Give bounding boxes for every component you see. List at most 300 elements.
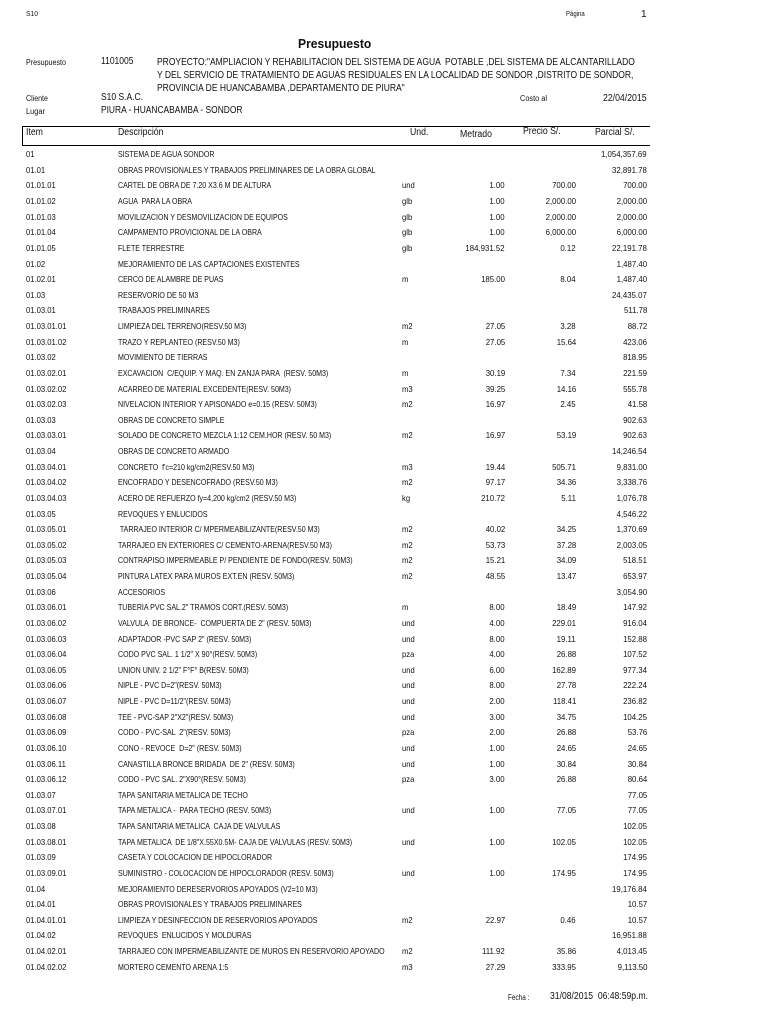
cell-item-code: 01.01.03 (26, 211, 56, 222)
cell-unit: m3 (402, 461, 413, 472)
cell-item-code: 01.03.01.02 (26, 336, 67, 347)
budget-line-row (0, 960, 768, 976)
cell-quantity: 40.02 (485, 524, 505, 535)
cell-partial-amount: 1,076.78 (616, 492, 647, 503)
cell-description: TEE - PVC-SAP 2"X2"(RESV. 50M3) (118, 711, 234, 722)
cell-item-code: 01.03.07 (26, 789, 56, 800)
cell-partial-amount: 6,000.00 (616, 227, 647, 238)
cell-partial-amount: 104.25 (623, 711, 647, 722)
budget-line-row (0, 553, 768, 569)
cell-description: MEJORAMIENTO DE LAS CAPTACIONES EXISTENTES (118, 258, 300, 269)
page-label: Página (566, 9, 585, 18)
cell-item-code: 01.03.06.12 (26, 774, 67, 785)
cell-item-code: 01.03.06.03 (26, 633, 67, 644)
cell-quantity: 1.00 (489, 180, 505, 191)
cell-partial-amount: 555.78 (623, 383, 647, 394)
cell-unit: m3 (402, 961, 413, 972)
cell-unit: und (402, 617, 415, 628)
cell-description: AGUA PARA LA OBRA (118, 196, 192, 207)
cell-description: TAPA SANITARIA METALICA CAJA DE VALVULAS (118, 821, 281, 832)
budget-line-row (0, 178, 768, 194)
cell-description: SUMINISTRO - COLOCACION DE HIPOCLORADOR (RESV. 50M3) (118, 867, 334, 878)
cell-unit: m2 (402, 477, 413, 488)
budget-line-row (0, 616, 768, 632)
cell-unit: pza (402, 649, 415, 660)
cell-partial-amount: 9,113.50 (617, 961, 647, 972)
cell-quantity: 15.21 (485, 555, 505, 566)
budget-line-row (0, 694, 768, 710)
cell-unit-price: 2.45 (560, 399, 576, 410)
cell-unit-price: 34.25 (556, 524, 576, 535)
cell-unit: und (402, 836, 415, 847)
cell-quantity: 16.97 (485, 399, 505, 410)
cell-quantity: 4.00 (489, 649, 505, 660)
cell-description: RESERVORIO DE 50 M3 (118, 289, 199, 300)
budget-group-row (0, 413, 768, 429)
budget-line-row (0, 725, 768, 741)
cell-partial-amount: 102.05 (623, 836, 647, 847)
cell-unit-price: 15.64 (556, 336, 576, 347)
budget-line-row (0, 210, 768, 226)
cell-partial-amount: 102.05 (623, 821, 647, 832)
cell-item-code: 01.03.02.02 (26, 383, 67, 394)
cell-description: MOVILIZACION Y DESMOVILIZACION DE EQUIPOS (118, 211, 288, 222)
cell-item-code: 01.03.06.10 (26, 742, 67, 753)
cell-partial-amount: 174.95 (623, 867, 647, 878)
cell-item-code: 01.02 (26, 258, 46, 269)
cell-partial-amount: 3,054.90 (616, 586, 647, 597)
cell-item-code: 01.03.02.01 (26, 367, 67, 378)
cell-unit-price: 53.19 (556, 430, 576, 441)
cell-description: CAMPAMENTO PROVICIONAL DE LA OBRA (118, 227, 262, 238)
budget-line-row (0, 600, 768, 616)
cell-quantity: 8.00 (489, 633, 505, 644)
cell-unit-price: 700.00 (552, 180, 576, 191)
cell-quantity: 97.17 (485, 477, 505, 488)
cell-unit-price: 35.86 (556, 946, 576, 957)
cell-description: LIMPIEZA Y DESINFECCION DE RESERVORIOS APOYADOS (118, 914, 318, 925)
cell-item-code: 01.03.02 (26, 352, 56, 363)
cell-partial-amount: 32,891.78 (612, 164, 647, 175)
budget-group-row (0, 350, 768, 366)
cell-quantity: 8.00 (489, 680, 505, 691)
cell-description: TAPA METALICA DE 1/8"X.55X0.5M- CAJA DE VALVULAS (RESV. 50M3) (118, 836, 353, 847)
cell-partial-amount: 511.78 (623, 305, 647, 316)
cell-item-code: 01.03.05.04 (26, 571, 67, 582)
cell-item-code: 01.01 (26, 164, 46, 175)
cell-item-code: 01.01.04 (26, 227, 56, 238)
cell-unit-price: 77.05 (556, 805, 576, 816)
cell-partial-amount: 22,191.78 (612, 242, 647, 253)
budget-line-row (0, 663, 768, 679)
cell-item-code: 01.01.01 (26, 180, 56, 191)
cell-unit-price: 34.09 (556, 555, 576, 566)
budget-line-row (0, 397, 768, 413)
cell-item-code: 01.03.05.01 (26, 524, 67, 535)
cell-unit: und (402, 633, 415, 644)
report-title: Presupuesto (298, 36, 372, 51)
cell-partial-amount: 14,246.54 (612, 446, 647, 457)
budget-group-row (0, 928, 768, 944)
cell-unit: und (402, 711, 415, 722)
cost-date: 22/04/2015 (603, 93, 647, 104)
cell-partial-amount: 174.95 (623, 852, 647, 863)
cell-quantity: 53.73 (485, 539, 505, 550)
cell-unit: und (402, 696, 415, 707)
cell-unit: und (402, 742, 415, 753)
cell-item-code: 01.03.08.01 (26, 836, 67, 847)
cell-unit: pza (402, 774, 415, 785)
cell-partial-amount: 107.52 (623, 649, 647, 660)
budget-line-row (0, 647, 768, 663)
footer-date-label: Fecha : (508, 993, 530, 1002)
budget-group-row (0, 897, 768, 913)
cell-partial-amount: 653.97 (623, 571, 647, 582)
cell-item-code: 01.03.05 (26, 508, 56, 519)
cell-partial-amount: 9,831.00 (616, 461, 647, 472)
cell-item-code: 01.04.02 (26, 930, 56, 941)
cell-partial-amount: 2,000.00 (616, 196, 647, 207)
cell-partial-amount: 30.84 (627, 758, 647, 769)
budget-group-row (0, 585, 768, 601)
cell-item-code: 01.03 (26, 289, 46, 300)
cell-quantity: 8.00 (489, 602, 505, 613)
cell-unit-price: 174.95 (552, 867, 576, 878)
cell-quantity: 27.29 (485, 961, 505, 972)
cell-unit: m2 (402, 946, 413, 957)
budget-group-row (0, 788, 768, 804)
cell-partial-amount: 423.06 (623, 336, 647, 347)
cell-quantity: 1.00 (489, 867, 505, 878)
cell-description: NIVELACION INTERIOR Y APISONADO e=0.15 (RESV. 50M3) (118, 399, 317, 410)
cell-item-code: 01.03.03 (26, 414, 56, 425)
cell-item-code: 01.03.06.09 (26, 727, 67, 738)
cell-description: NIPLE - PVC D=11/2"(RESV. 50M3) (118, 696, 231, 707)
cost-date-label: Costo al (520, 93, 548, 103)
cell-quantity: 1.00 (489, 836, 505, 847)
cell-unit-price: 34.75 (556, 711, 576, 722)
cell-unit-price: 18.49 (556, 602, 576, 613)
cell-description: TRAZO Y REPLANTEO (RESV.50 M3) (118, 336, 240, 347)
budget-group-row (0, 303, 768, 319)
cell-quantity: 4.00 (489, 617, 505, 628)
cell-item-code: 01.03.06.11 (26, 758, 66, 769)
place-label: Lugar (26, 106, 46, 116)
budget-group-row (0, 147, 768, 163)
cell-partial-amount: 80.64 (627, 774, 647, 785)
cell-quantity: 1.00 (489, 805, 505, 816)
column-header-price: Precio S/. (523, 126, 561, 137)
cell-item-code: 01.03.03.01 (26, 430, 67, 441)
cell-unit: m2 (402, 539, 413, 550)
column-header-unit: Und. (410, 127, 429, 138)
cell-item-code: 01.01.02 (26, 196, 56, 207)
cell-partial-amount: 24,435.07 (612, 289, 647, 300)
cell-item-code: 01.03.08 (26, 821, 56, 832)
cell-partial-amount: 16,951.88 (612, 930, 647, 941)
cell-item-code: 01.04.01 (26, 899, 56, 910)
cell-quantity: 3.00 (489, 711, 505, 722)
cell-item-code: 01.04.01.01 (26, 914, 67, 925)
cell-partial-amount: 518.51 (623, 555, 647, 566)
budget-line-row (0, 944, 768, 960)
cell-unit-price: 8.04 (560, 274, 576, 285)
cell-unit: m2 (402, 555, 413, 566)
cell-unit-price: 102.05 (552, 836, 576, 847)
cell-quantity: 2.00 (489, 696, 505, 707)
cell-partial-amount: 2,000.00 (616, 211, 647, 222)
budget-line-row (0, 491, 768, 507)
cell-partial-amount: 4,546.22 (616, 508, 647, 519)
cell-partial-amount: 1,487.40 (616, 274, 647, 285)
cell-unit-price: 229.01 (552, 617, 576, 628)
cell-partial-amount: 41.58 (627, 399, 647, 410)
cell-partial-amount: 902.63 (623, 430, 647, 441)
cell-description: CODO PVC SAL. 1 1/2" X 90°(RESV. 50M3) (118, 649, 258, 660)
cell-quantity: 48.55 (485, 571, 505, 582)
budget-group-row (0, 257, 768, 273)
cell-item-code: 01.03.06.07 (26, 696, 67, 707)
cell-description: SISTEMA DE AGUA SONDOR (118, 149, 215, 160)
cell-partial-amount: 77.05 (627, 789, 647, 800)
cell-description: REVOQUES Y ENLUCIDOS (118, 508, 208, 519)
cell-description: MORTERO CEMENTO ARENA 1:5 (118, 961, 229, 972)
cell-quantity: 1.00 (489, 742, 505, 753)
cell-unit-price: 7.34 (560, 367, 576, 378)
project-line-1: PROYECTO:"AMPLIACION Y REHABILITACION DEL SISTEMA DE AGUA POTABLE ,DEL SISTEMA DE ALCANTARILLADO (157, 55, 635, 68)
cell-description: REVOQUES ENLUCIDOS Y MOLDURAS (118, 930, 252, 941)
cell-unit-price: 26.88 (556, 649, 576, 660)
cell-unit: m3 (402, 383, 413, 394)
cell-unit-price: 2,000.00 (545, 211, 576, 222)
cell-unit: kg (402, 492, 411, 503)
budget-line-row (0, 538, 768, 554)
cell-partial-amount: 818.95 (623, 352, 647, 363)
cell-description: CASETA Y COLOCACION DE HIPOCLORADOR (118, 852, 273, 863)
cell-partial-amount: 19,176.84 (612, 883, 647, 894)
cell-unit: m (402, 336, 409, 347)
cell-partial-amount: 977.34 (623, 664, 647, 675)
cell-description: CONO - REVOCE D=2" (RESV. 50M3) (118, 742, 242, 753)
cell-unit: glb (402, 242, 413, 253)
cell-quantity: 1.00 (489, 196, 505, 207)
cell-unit: glb (402, 227, 413, 238)
page-number: 1 (641, 9, 647, 20)
cell-partial-amount: 2,003.05 (616, 539, 647, 550)
cell-item-code: 01.03.01.01 (26, 321, 67, 332)
cell-partial-amount: 10.57 (627, 899, 647, 910)
budget-group-row (0, 850, 768, 866)
cell-unit: m2 (402, 399, 413, 410)
budget-line-row (0, 741, 768, 757)
cell-description: CONTRAPISO IMPERMEABLE P/ PENDIENTE DE FONDO(RESV. 50M3) (118, 555, 353, 566)
cell-description: FLETE TERRESTRE (118, 242, 185, 253)
budget-line-row (0, 866, 768, 882)
cell-description: VALVULA DE BRONCE- COMPUERTA DE 2" (RESV. 50M3) (118, 617, 312, 628)
cell-unit-price: 13.47 (556, 571, 576, 582)
cell-unit-price: 27.78 (556, 680, 576, 691)
cell-quantity: 27.05 (485, 336, 505, 347)
cell-unit-price: 2,000.00 (545, 196, 576, 207)
cell-item-code: 01.03.04 (26, 446, 56, 457)
cell-partial-amount: 53.76 (627, 727, 647, 738)
cell-description: ACCESORIOS (118, 586, 166, 597)
budget-line-row (0, 382, 768, 398)
cell-unit-price: 24.65 (556, 742, 576, 753)
cell-description: ACERO DE REFUERZO fy=4,200 kg/cm2 (RESV.50 M3) (118, 492, 297, 503)
budget-line-row (0, 335, 768, 351)
cell-unit: m2 (402, 914, 413, 925)
cell-quantity: 210.72 (481, 492, 505, 503)
budget-line-row (0, 913, 768, 929)
cell-unit-price: 118.41 (552, 696, 576, 707)
cell-description: CERCO DE ALAMBRE DE PUAS (118, 274, 224, 285)
cell-partial-amount: 77.05 (627, 805, 647, 816)
cell-item-code: 01.03.06.08 (26, 711, 67, 722)
budget-group-row (0, 882, 768, 898)
cell-unit: glb (402, 196, 413, 207)
client-label: Cliente (26, 93, 48, 103)
column-header-description: Descripción (118, 127, 164, 138)
cell-unit: und (402, 805, 415, 816)
footer-datetime: 31/08/2015 06:48:59p.m. (550, 991, 649, 1002)
cell-item-code: 01.03.04.03 (26, 492, 67, 503)
cell-quantity: 6.00 (489, 664, 505, 675)
budget-group-row (0, 819, 768, 835)
cell-unit: m (402, 367, 409, 378)
cell-quantity: 27.05 (485, 321, 505, 332)
cell-unit: m2 (402, 430, 413, 441)
budget-code: 1101005 (101, 56, 134, 67)
cell-quantity: 1.00 (489, 758, 505, 769)
cell-item-code: 01.04.02.01 (26, 946, 67, 957)
cell-description: OBRAS DE CONCRETO ARMADO (118, 446, 230, 457)
cell-description: TUBERIA PVC SAL.2" TRAMOS CORT.(RESV. 50M3) (118, 602, 289, 613)
cell-description: CODO - PVC SAL. 2"X90°(RESV. 50M3) (118, 774, 246, 785)
budget-line-row (0, 460, 768, 476)
cell-quantity: 1.00 (489, 211, 505, 222)
budget-line-row (0, 241, 768, 257)
cell-unit: m2 (402, 321, 413, 332)
budget-line-row (0, 757, 768, 773)
cell-quantity: 185.00 (481, 274, 505, 285)
budget-group-row (0, 288, 768, 304)
cell-description: OBRAS PROVISIONALES Y TRABAJOS PRELIMINARES (118, 899, 302, 910)
cell-unit-price: 5.11 (561, 492, 576, 503)
cell-description: ADAPTADOR -PVC SAP 2" (RESV. 50M3) (118, 633, 252, 644)
column-header-quantity: Metrado (460, 129, 492, 140)
cell-unit: und (402, 680, 415, 691)
cell-quantity: 111.92 (482, 946, 505, 957)
cell-description: OBRAS PROVISIONALES Y TRABAJOS PRELIMINARES DE LA OBRA GLOBAL (118, 164, 376, 175)
cell-unit: und (402, 180, 415, 191)
budget-line-row (0, 678, 768, 694)
cell-partial-amount: 916.04 (623, 617, 647, 628)
cell-unit: m2 (402, 524, 413, 535)
cell-quantity: 19.44 (485, 461, 505, 472)
cell-description: TARRAJEO EN EXTERIORES C/ CEMENTO-ARENA(RESV.50 M3) (118, 539, 332, 550)
cell-partial-amount: 147.92 (623, 602, 647, 613)
budget-group-row (0, 444, 768, 460)
budget-line-row (0, 272, 768, 288)
cell-unit: und (402, 867, 415, 878)
cell-unit-price: 14.16 (556, 383, 576, 394)
cell-partial-amount: 24.65 (627, 742, 647, 753)
project-line-3: PROVINCIA DE HUANCABAMBA ,DEPARTAMENTO DE PIURA" (157, 81, 405, 94)
cell-partial-amount: 1,370.69 (616, 524, 647, 535)
cell-item-code: 01.03.06.04 (26, 649, 67, 660)
cell-unit-price: 333.95 (552, 961, 576, 972)
cell-quantity: 184,931.52 (465, 242, 505, 253)
cell-partial-amount: 222.24 (623, 680, 647, 691)
cell-description: TARRAJEO INTERIOR C/ MPERMEABILIZANTE(RESV.50 M3) (118, 524, 320, 535)
project-line-2: Y DEL SERVICIO DE TRATAMIENTO DE AGUAS RESIDUALES EN LA LOCALIDAD DE SONDOR ,DISTRITO DE SONDOR, (157, 68, 634, 81)
cell-item-code: 01.01.05 (26, 242, 56, 253)
cell-partial-amount: 3,338.76 (616, 477, 647, 488)
cell-unit: und (402, 758, 415, 769)
cell-quantity: 2.00 (489, 727, 505, 738)
cell-partial-amount: 88.72 (627, 321, 647, 332)
cell-item-code: 01.03.06.06 (26, 680, 67, 691)
cell-partial-amount: 10.57 (627, 914, 647, 925)
cell-item-code: 01 (26, 149, 35, 160)
cell-item-code: 01.04.02.02 (26, 961, 67, 972)
cell-description: PINTURA LATEX PARA MUROS EXT.EN (RESV. 50M3) (118, 571, 295, 582)
cell-item-code: 01.03.02.03 (26, 399, 67, 410)
cell-unit-price: 3.28 (560, 321, 576, 332)
cell-item-code: 01.03.04.01 (26, 461, 67, 472)
cell-description: UNION UNIV. 2 1/2" F°F° B(RESV. 50M3) (118, 664, 249, 675)
cell-partial-amount: 4,013.45 (616, 946, 647, 957)
cell-unit-price: 162.89 (552, 664, 576, 675)
cell-quantity: 22.97 (485, 914, 505, 925)
cell-unit: m (402, 274, 409, 285)
cell-quantity: 30.19 (485, 367, 505, 378)
cell-unit: m (402, 602, 409, 613)
cell-description: ENCOFRADO Y DESENCOFRADO (RESV.50 M3) (118, 477, 278, 488)
cell-description: ACARREO DE MATERIAL EXCEDENTE(RESV. 50M3) (118, 383, 292, 394)
cell-partial-amount: 221.59 (623, 367, 647, 378)
budget-line-row (0, 772, 768, 788)
cell-item-code: 01.03.06.01 (26, 602, 67, 613)
cell-unit-price: 37.28 (556, 539, 576, 550)
cell-item-code: 01.03.05.02 (26, 539, 67, 550)
cell-partial-amount: 1,054,357.69 (601, 149, 647, 160)
cell-description: EXCAVACION C/EQUIP. Y MAQ. EN ZANJA PARA (RESV. 50M3) (118, 367, 329, 378)
cell-partial-amount: 152.88 (623, 633, 647, 644)
client-name: S10 S.A.C. (101, 92, 144, 103)
cell-unit-price: 0.12 (560, 242, 576, 253)
budget-line-row (0, 366, 768, 382)
cell-description: TAPA SANITARIA METALICA DE TECHO (118, 789, 248, 800)
cell-quantity: 3.00 (489, 774, 505, 785)
cell-item-code: 01.03.06.05 (26, 664, 67, 675)
cell-description: CANASTILLA BRONCE BRIDADA DE 2" (RESV. 50M3) (118, 758, 295, 769)
cell-description: MOVIMIENTO DE TIERRAS (118, 352, 208, 363)
cell-item-code: 01.03.07.01 (26, 805, 67, 816)
cell-partial-amount: 700.00 (623, 180, 647, 191)
budget-line-row (0, 632, 768, 648)
budget-line-row (0, 522, 768, 538)
cell-item-code: 01.04 (26, 883, 46, 894)
budget-line-row (0, 475, 768, 491)
cell-item-code: 01.02.01 (26, 274, 56, 285)
place-name: PIURA - HUANCABAMBA - SONDOR (101, 105, 243, 116)
cell-item-code: 01.03.06 (26, 586, 56, 597)
cell-item-code: 01.03.01 (26, 305, 56, 316)
cell-description: CARTEL DE OBRA DE 7.20 X3.6 M DE ALTURA (118, 180, 272, 191)
cell-unit: glb (402, 211, 413, 222)
